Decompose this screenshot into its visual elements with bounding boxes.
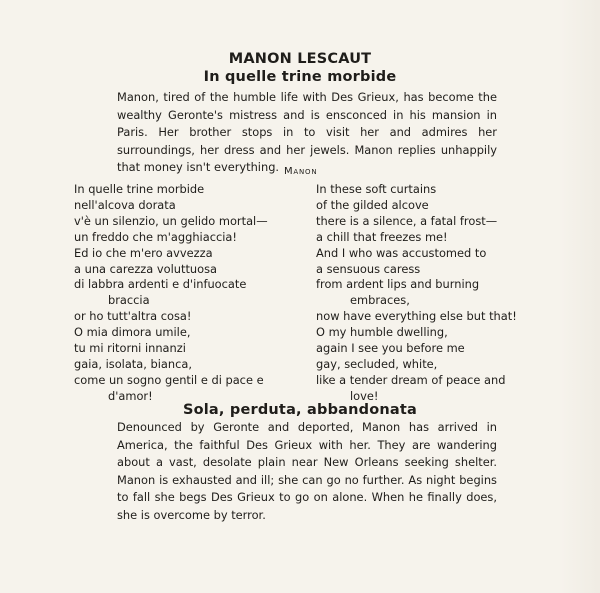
aria-title-1: In quelle trine morbide xyxy=(203,69,397,85)
verse-line: from ardent lips and burning xyxy=(316,277,480,292)
synopsis-paragraph-1: Manon, tired of the humble life with Des Grieux, has become the wealthy Geronte's mistress and is ensconced in his mansion in Paris. Her brother stops in to visit her and admires her surroundings, her dress and her jewels. Manon replies unhappily that money isn't everything. xyxy=(117,90,497,175)
verse-line: a una carezza voluttuosa xyxy=(74,261,218,276)
verse-line: di labbra ardenti e d'infuocate xyxy=(74,277,247,292)
verse-line: now have everything else but that! xyxy=(316,309,517,324)
verse-line: O mia dimora umile, xyxy=(74,325,191,340)
verse-line: v'è un silenzio, un gelido mortal— xyxy=(74,213,268,228)
verse-line: braccia xyxy=(108,293,150,308)
verse-line: gay, secluded, white, xyxy=(316,356,438,371)
verse-line: In quelle trine morbide xyxy=(74,182,205,196)
verse-line: O my humble dwelling, xyxy=(316,325,448,340)
italian-text-column xyxy=(74,182,304,405)
verse-line: love! xyxy=(350,388,379,403)
verse-line: of the gilded alcove xyxy=(316,197,429,212)
verse-line: a sensuous caress xyxy=(316,261,421,276)
verse-line: tu mi ritorni innanzi xyxy=(74,341,186,356)
verse-line: un freddo che m'agghiaccia! xyxy=(74,229,237,244)
opera-title: MANON LESCAUT xyxy=(228,51,372,67)
synopsis-paragraph-2: Denounced by Geronte and deported, Manon has arrived in America, the faithful Des Grieux with her. They are wandering about a vast, desolate plain near New Orleans seeking shelter. Manon is exhausted and ill; she can go no further. As night begins to fall she begs Des Grieux to go on alone. When he finally does, she is overcome by terror. xyxy=(117,420,497,522)
verse-line: Ed io che m'ero avvezza xyxy=(74,245,213,260)
verse-line: there is a silence, a fatal frost— xyxy=(316,213,498,228)
verse-line: In these soft curtains xyxy=(316,182,437,196)
verse-line: And I who was accustomed to xyxy=(316,245,487,260)
verse-line: gaia, isolata, bianca, xyxy=(74,356,192,371)
verse-line: like a tender dream of peace and xyxy=(316,372,506,387)
verse-line: again I see you before me xyxy=(316,341,465,356)
aria-title-2: Sola, perduta, abbandonata xyxy=(182,402,418,418)
verse-line: or ho tutt'altra cosa! xyxy=(74,309,192,324)
paper-edge-shading xyxy=(560,0,600,593)
speaker-label: Manon xyxy=(284,166,318,177)
verse-line: d'amor! xyxy=(108,388,153,403)
english-translation-column xyxy=(316,182,541,405)
verse-line: a chill that freezes me! xyxy=(316,229,448,244)
verse-line: come un sogno gentil e di pace e xyxy=(74,372,264,387)
verse-line: nell'alcova dorata xyxy=(74,197,176,212)
verse-line: embraces, xyxy=(350,293,410,308)
